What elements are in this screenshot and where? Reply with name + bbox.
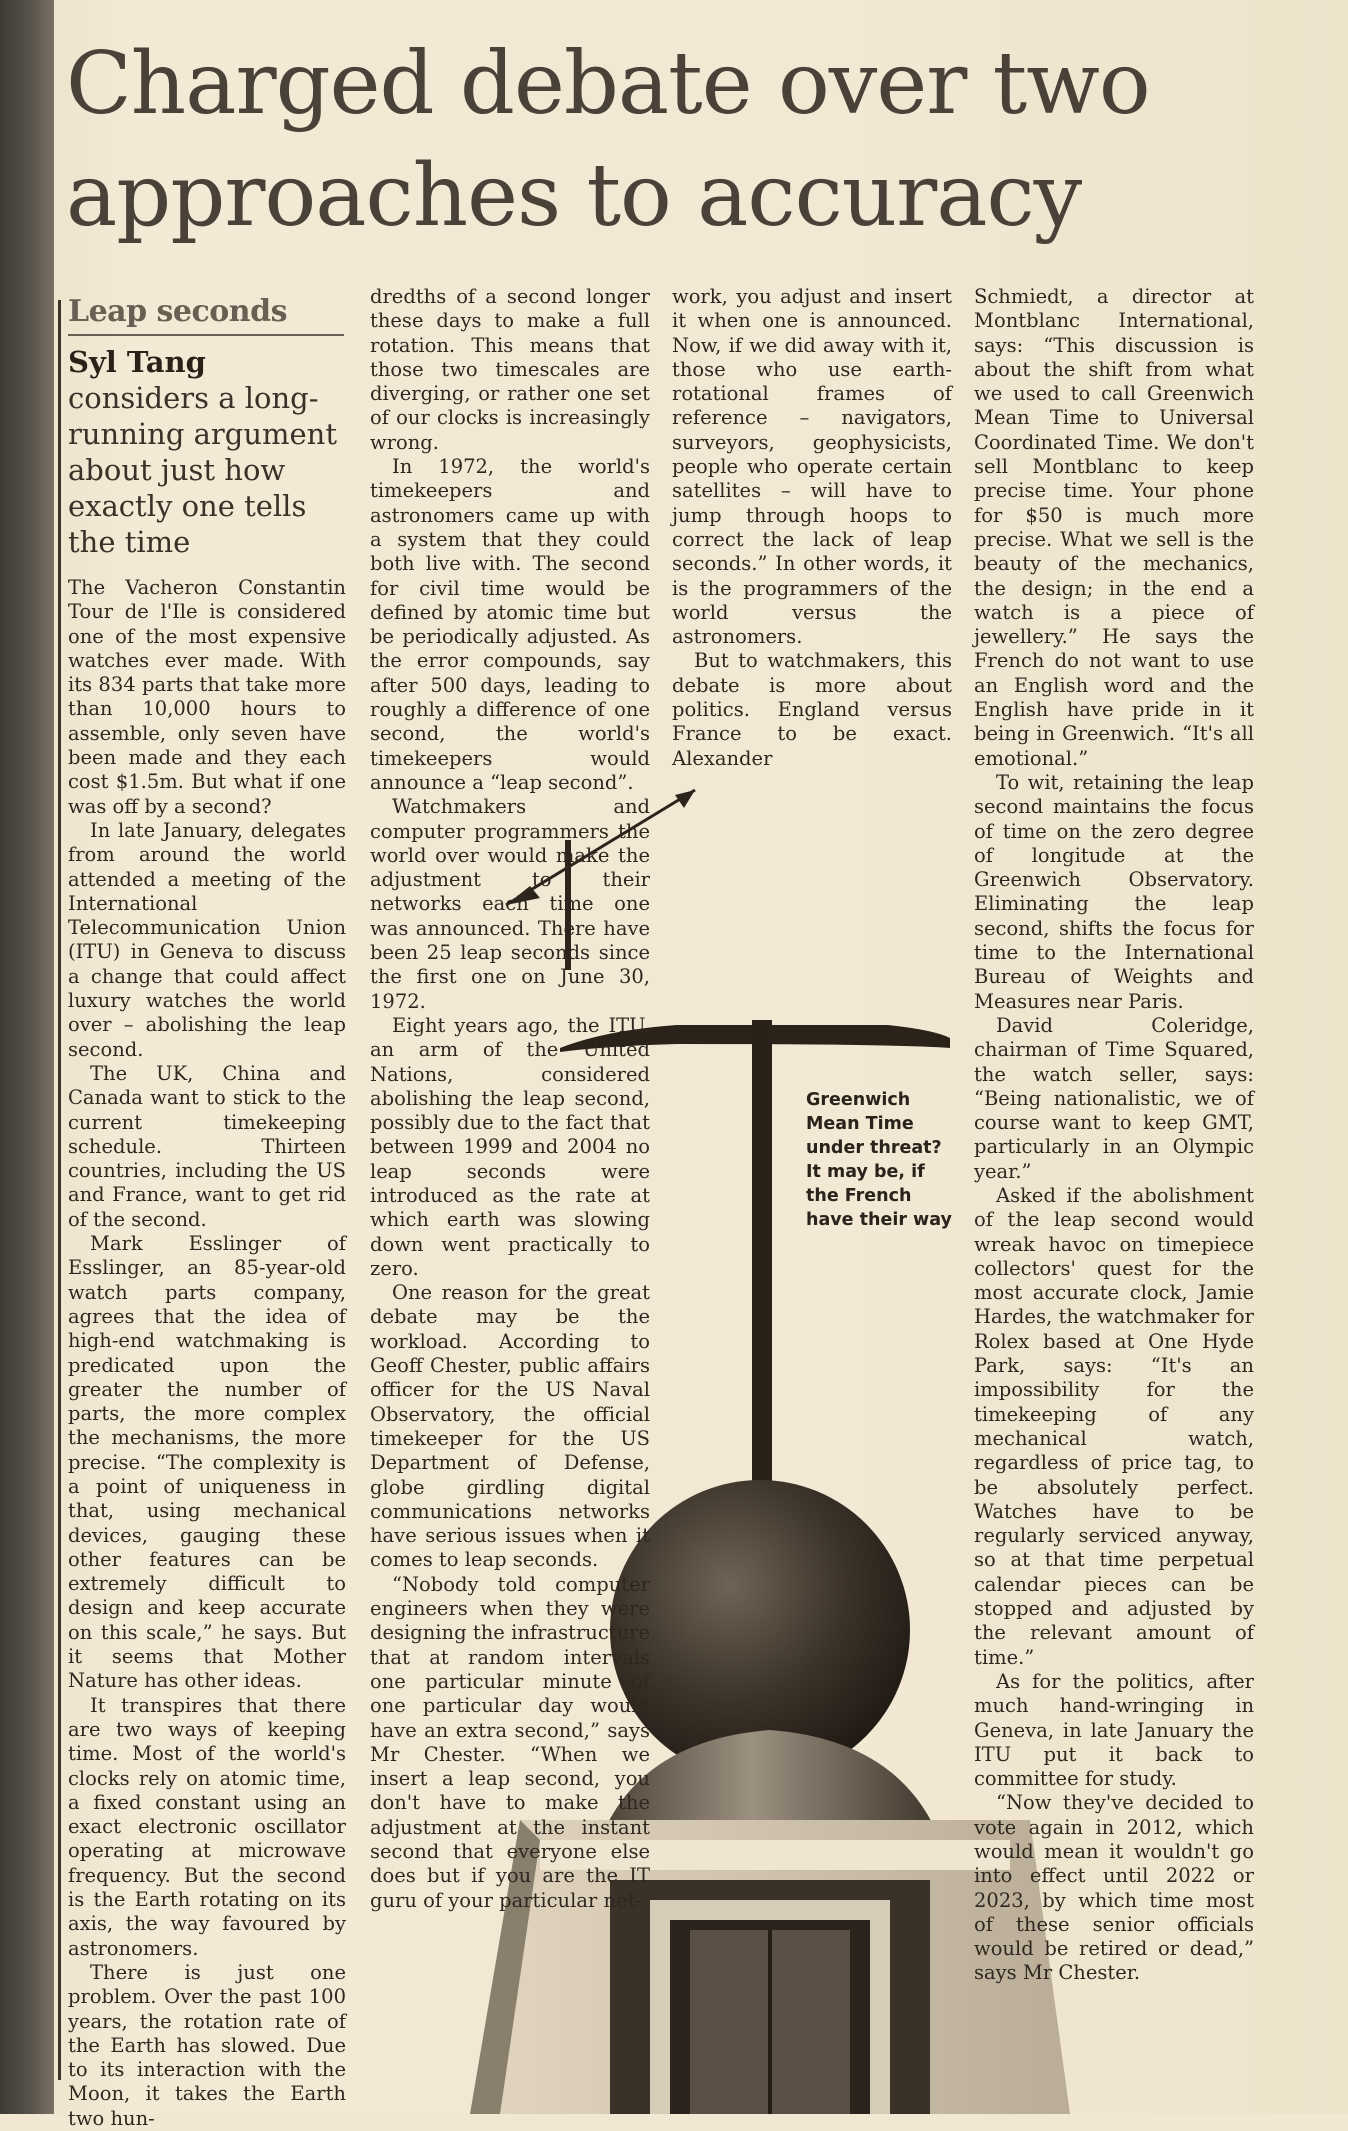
page-spine-shadow (0, 0, 54, 2114)
paragraph: Schmiedt, a director at Montblanc International, says: “This discussion is about the shift from what we used to call Greenwich Mean Time to Universal Coordinated Time. We don't sell Montblanc to keep precise time. Your phone for $50 is much more precise. What we sell is the beauty of the mechanics, the design; in the end a watch is a piece of jewellery.” He says the French do not want to use an English word and the English have pride in it being in Greenwich. “It's all emotional.” (974, 285, 1254, 770)
paragraph: In late January, delegates from around the world attended a meeting of the International Telecommunication Union (ITU) in Geneva to discuss a change that could affect luxury watches the world over – abolishing the leap second. (68, 818, 346, 1061)
paragraph: dredths of a second longer these days to make a full rotation. This means that those two timescales are diverging, or rather one set of our clocks is increasingly wrong. (370, 285, 650, 454)
paragraph: But to watchmakers, this debate is more about politics. England versus France to be exact. Alexander (672, 649, 952, 770)
photo-caption: Greenwich Mean Time under threat? It may be, if the French have their way (806, 1090, 952, 1230)
article-column-4 (974, 285, 1254, 1986)
column-rule (58, 300, 61, 2080)
standfirst (68, 344, 344, 560)
byline-author: Syl Tang (68, 345, 206, 379)
paragraph: David Coleridge, chairman of Time Squared, the watch seller, says: “Being nationalistic, we of course want to keep GMT, particularly in an Olympic year.” (974, 1013, 1254, 1183)
paragraph: To wit, retaining the leap second maintains the focus of time on the zero degree of longitude at the Greenwich Observatory. Eliminating the leap second, shifts the focus for time to the International Bureau of Weights and Measures near Paris. (974, 770, 1254, 1013)
standfirst-text: considers a long-running argument about just how exactly one tells the time (68, 381, 338, 559)
kicker: Leap seconds (68, 294, 287, 329)
paragraph: Eight years ago, the ITU, an arm of the United Nations, considered abolishing the leap second, possibly due to the fact that between 1999 and 2004 no leap seconds were introduced as the rate at which earth was slowing down went practically to zero. (370, 1013, 650, 1280)
paragraph: “Nobody told computer engineers when they were designing the infrastructure that at random intervals one particular minute of one particular day would have an extra second,” says Mr Chester. “When we insert a leap second, you don't have to make the adjustment at the instant second that everyone else does but if you are the IT guru of your particular net- (370, 1572, 650, 1912)
paragraph: The Vacheron Constantin Tour de l'Ile is considered one of the most expensive watches ever made. With its 834 parts that take more than 10,000 hours to assemble, only seven have been made and they each cost $1.5m. But what if one was off by a second? (68, 576, 346, 818)
paragraph: As for the politics, after much hand-wringing in Geneva, in late January the ITU put it back to committee for study. (974, 1669, 1254, 1791)
paragraph: The UK, China and Canada want to stick to the current timekeeping schedule. Thirteen countries, including the US and France, want to get rid of the second. (68, 1061, 346, 1231)
paragraph: There is just one problem. Over the past 100 years, the rotation rate of the Earth has slowed. Due to its interaction with the Moon, it takes the Earth two hun- (68, 1960, 346, 2130)
paragraph: Watchmakers and computer programmers the world over would make the adjustment to their networks each time one was announced. There have been 25 leap seconds since the first one on June 30, 1972. (370, 795, 650, 1013)
paragraph: Mark Esslinger of Esslinger, an 85-year-old watch parts company, agrees that the idea of high-end watchmaking is predicated upon the greater the number of parts, the more complex the mechanisms, the more precise. “The complexity is a point of uniqueness in that, using mechanical devices, gauging these other features can be extremely difficult to design and keep accurate on this scale,” he says. But it seems that Mother Nature has other ideas. (68, 1232, 346, 1693)
article-column-3 (672, 285, 952, 771)
article-column-1 (68, 576, 346, 2131)
kicker-rule (68, 334, 344, 336)
paragraph: One reason for the great debate may be the workload. According to Geoff Chester, public affairs officer for the US Naval Observatory, the official timekeeper for the US Department of Defense, globe girdling digital communications networks have serious issues when it comes to leap seconds. (370, 1281, 650, 1572)
headline: Charged debate over two approaches to accuracy (66, 34, 1150, 246)
paragraph: “Now they've decided to vote again in 2012, which would mean it wouldn't go into effect until 2022 or 2023, by which time most of these senior officials would be retired or dead,” says Mr Chester. (974, 1791, 1254, 1985)
article-column-2 (370, 285, 650, 1913)
paragraph: In 1972, the world's timekeepers and astronomers came up with a system that they could both live with. The second for civil time would be defined by atomic time but be periodically adjusted. As the error compounds, say after 500 days, leading to roughly a difference of one second, the world's timekeepers would announce a “leap second”. (370, 455, 650, 794)
paragraph: It transpires that there are two ways of keeping time. Most of the world's clocks rely on atomic time, a fixed constant using an exact electronic oscillator operating at microwave frequency. But the second is the Earth rotating on its axis, the way favoured by astronomers. (68, 1693, 346, 1960)
paragraph: work, you adjust and insert it when one is announced. Now, if we did away with it, those who use earth-rotational frames of reference – navigators, surveyors, geophysicists, people who operate certain satellites – will have to jump through hoops to correct the lack of leap seconds.” In other words, it is the programmers of the world versus the astronomers. (672, 285, 952, 649)
paragraph: Asked if the abolishment of the leap second would wreak havoc on timepiece collectors' quest for the most accurate clock, Jamie Hardes, the watchmaker for Rolex based at One Hyde Park, says: “It's an impossibility for the timekeeping of any mechanical watch, regardless of price tag, to be absolutely perfect. Watches have to be regularly serviced anyway, so at that time perpetual calendar pieces can be stopped and adjusted by the relevant amount of time.” (974, 1183, 1254, 1669)
